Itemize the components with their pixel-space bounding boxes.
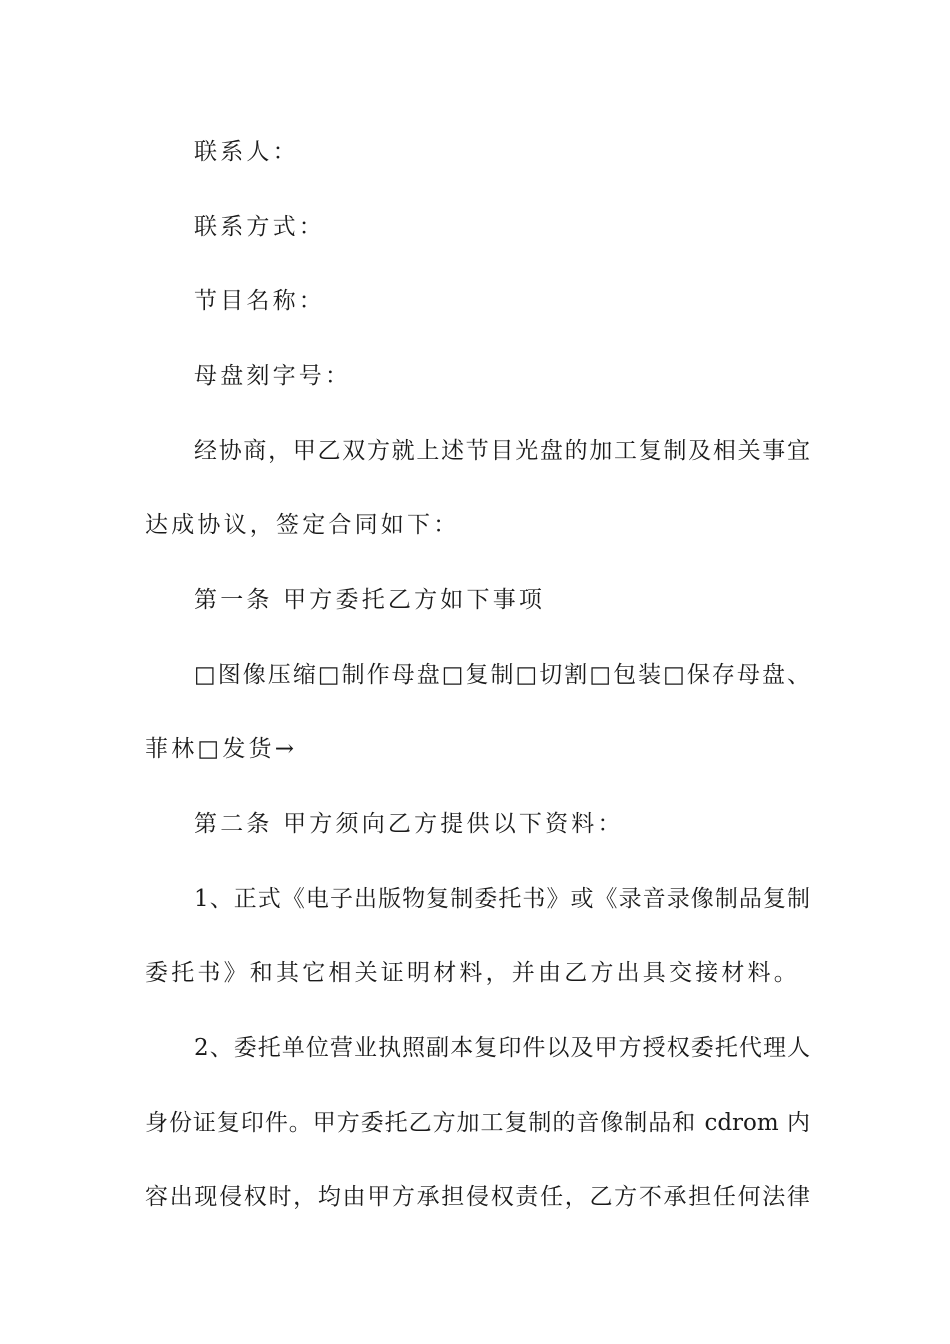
article-two-heading: 第二条 甲方须向乙方提供以下资料： <box>194 811 624 837</box>
article-one-heading: 第一条 甲方委托乙方如下事项 <box>194 587 546 613</box>
paragraph-line: 容出现侵权时，均由甲方承担侵权责任，乙方不承担任何法律 <box>145 1184 810 1210</box>
contact-person-label: 联系人： <box>194 139 299 165</box>
paragraph-line: 2、委托单位营业执照副本复印件以及甲方授权委托代理人 <box>194 1035 810 1061</box>
paragraph-line: 达成协议，签定合同如下： <box>145 512 460 538</box>
paragraph-line: 委托书》和其它相关证明材料，并由乙方出具交接材料。 <box>145 960 800 986</box>
master-disc-engraving-label: 母盘刻字号： <box>194 363 352 389</box>
paragraph-line: 身份证复印件。甲方委托乙方加工复制的音像制品和 cdrom 内 <box>145 1110 810 1136</box>
paragraph-line: 经协商，甲乙双方就上述节目光盘的加工复制及相关事宜 <box>194 438 810 464</box>
paragraph-line: 1、正式《电子出版物复制委托书》或《录音录像制品复制 <box>194 886 810 912</box>
checkbox-options-line: □图像压缩□制作母盘□复制□切割□包装□保存母盘、 <box>194 662 810 688</box>
contact-method-label: 联系方式： <box>194 214 325 240</box>
program-name-label: 节目名称： <box>194 288 325 314</box>
checkbox-options-line: 菲林□发货→ <box>145 736 298 762</box>
